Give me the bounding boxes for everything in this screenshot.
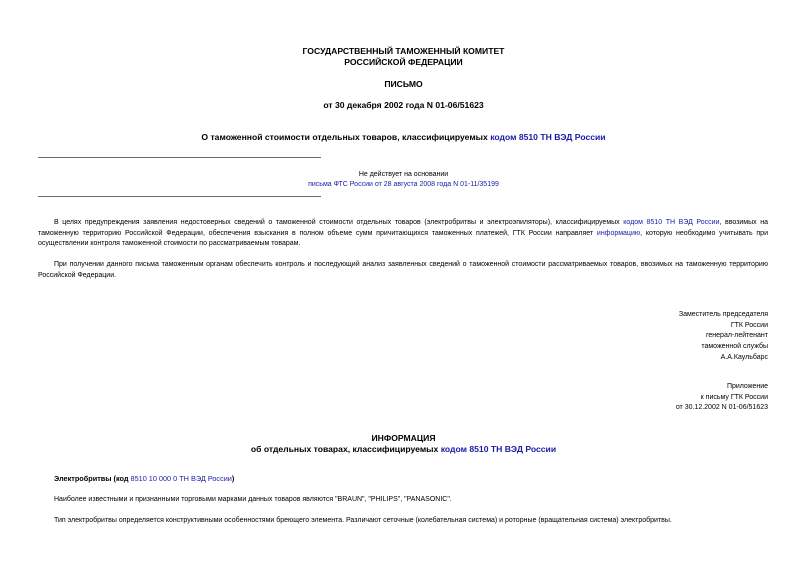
signature-block bbox=[679, 310, 768, 364]
document-title bbox=[0, 132, 807, 143]
body-paragraph-1 bbox=[38, 218, 768, 250]
signature-position: Заместитель председателя bbox=[678, 311, 768, 318]
signature-rank: генерал-лейтенант bbox=[706, 332, 768, 340]
p1-info-link[interactable]: информацию bbox=[596, 229, 641, 237]
info-subheading-text: об отдельных товарах, классифицируемых bbox=[250, 444, 441, 454]
section-title-b: ) bbox=[231, 474, 235, 483]
status-link[interactable]: письма ФТС России от 28 августа 2008 года N 01-11/35199 bbox=[308, 181, 499, 188]
signature-name: А.А.Каульбарс bbox=[720, 353, 768, 361]
body-paragraph-2: При получении данного письма таможенным органам обеспечить контроль и последующий анализ заявленных сведений о таможенной стоимости рассматриваемых товаров, ввозимых на таможенную территорию Российской Федерации. bbox=[38, 261, 768, 279]
org-name-line2: РОССИЙСКОЙ ФЕДЕРАЦИИ bbox=[344, 57, 463, 67]
p1-text-a: В целях предупреждения заявления недостоверных сведений о таможенной стоимости отдельных товаров (электробритвы и электроэпиляторы), классифицируемых bbox=[54, 219, 624, 226]
appendix-date: от 30.12.2002 N 01-06/51623 bbox=[675, 404, 768, 412]
status-note: Не действует на основании bbox=[358, 171, 449, 178]
document-type: ПИСЬМО bbox=[384, 79, 423, 89]
status-link-row bbox=[0, 180, 807, 191]
divider-top bbox=[38, 157, 321, 158]
document-date: от 30 декабря 2002 года N 01-06/51623 bbox=[323, 100, 484, 110]
signature-service: таможенной службы bbox=[701, 343, 768, 351]
document-title-text: О таможенной стоимости отдельных товаров, классифицируемых bbox=[201, 132, 491, 142]
appendix-block bbox=[676, 382, 768, 414]
info-paragraph-2: Тип электробритвы определяется конструктивными особенностями бреющего элемента. Различают сеточные (колебательная система) и роторные (вращательная система) электробритвы. bbox=[54, 517, 672, 524]
org-name-line1: ГОСУДАРСТВЕННЫЙ ТАМОЖЕННЫЙ КОМИТЕТ bbox=[302, 46, 505, 56]
info-paragraph-1: Наиболее известными и признанными торговыми марками данных товаров являются "BRAUN", "PHILIPS", "PANASONIC". bbox=[54, 496, 452, 503]
title-code-link[interactable]: кодом 8510 ТН ВЭД России bbox=[490, 132, 606, 142]
appendix-label: Приложение bbox=[726, 383, 768, 390]
signature-org: ГТК России bbox=[730, 321, 768, 329]
section-title bbox=[54, 474, 234, 485]
p1-text-c: , которую необходимо учитывать при осуществлении контроля таможенной стоимости по рассматриваемым товарам. bbox=[38, 229, 768, 248]
section-code-link[interactable]: 8510 10 000 0 ТН ВЭД России bbox=[130, 474, 232, 483]
info-subheading bbox=[0, 444, 807, 455]
divider-bottom bbox=[38, 196, 321, 197]
p1-code-link[interactable]: кодом 8510 ТН ВЭД России bbox=[623, 219, 720, 226]
info-heading: ИНФОРМАЦИЯ bbox=[371, 433, 436, 443]
p1-text-b: , ввозимых на таможенную территорию Российской Федерации, обеспечения взыскания в полном объеме сумм причитающихся таможенных платежей, ГТК России направляет bbox=[38, 219, 769, 237]
section-title-a: Электробритвы (код bbox=[54, 474, 131, 483]
appendix-ref: к письму ГТК России bbox=[700, 393, 768, 401]
info-code-link[interactable]: кодом 8510 ТН ВЭД России bbox=[440, 444, 557, 454]
